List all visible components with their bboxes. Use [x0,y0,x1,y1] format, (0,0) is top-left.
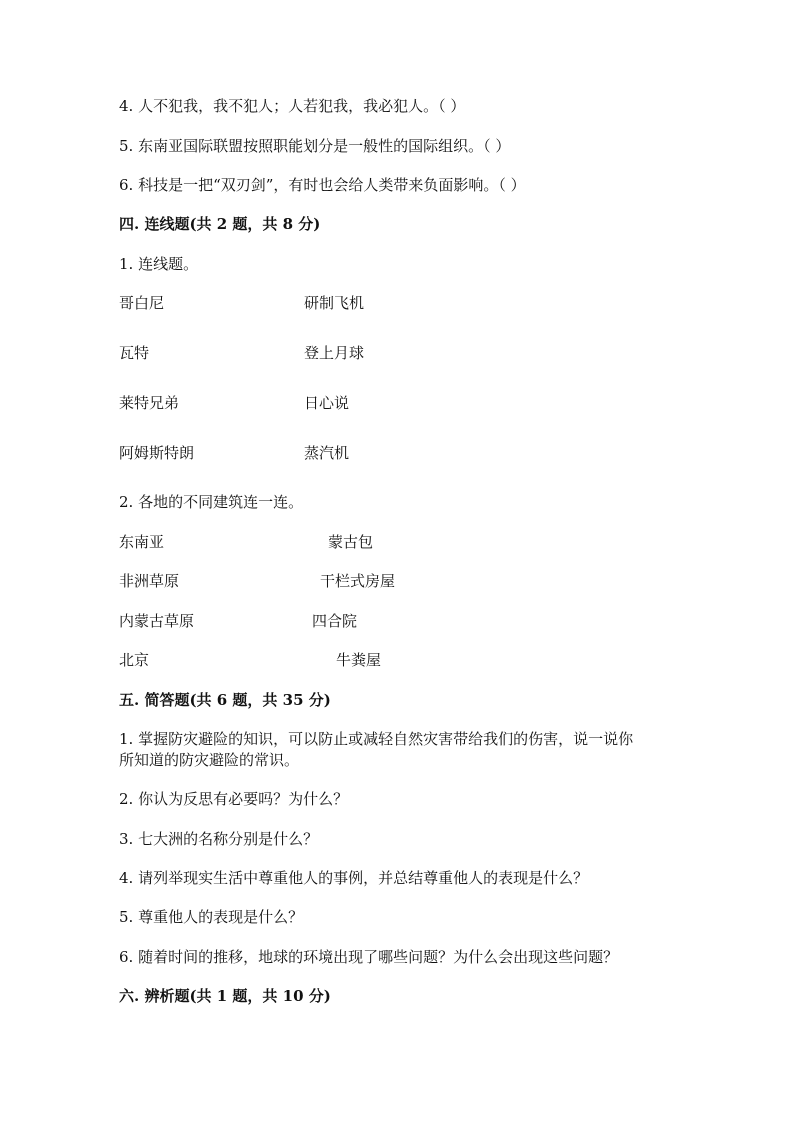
section5-q1-line1: 1. 掌握防灾避险的知识，可以防止或减轻自然灾害带给我们的伤害，说一说你 [119,730,634,748]
section5-q5: 5. 尊重他人的表现是什么？ [119,908,304,926]
match-left: 阿姆斯特朗 [119,444,195,462]
match-row [0,570,794,592]
match-row [0,610,794,632]
match-right: 牛粪屋 [336,651,382,669]
match-left: 瓦特 [119,344,150,362]
match-row [0,392,794,414]
match-left: 北京 [119,651,150,669]
match-row [0,649,794,671]
match-right: 蒙古包 [328,533,374,551]
match-right: 研制飞机 [304,294,365,312]
match-right: 登上月球 [304,344,365,362]
match-row [0,442,794,464]
tf-item-4: 4. 人不犯我，我不犯人；人若犯我，我必犯人。（ ） [119,97,466,115]
match-row [0,342,794,364]
section4-q2-title: 2. 各地的不同建筑连一连。 [119,493,304,511]
section5-q6: 6. 随着时间的推移，地球的环境出现了哪些问题？为什么会出现这些问题？ [119,948,619,966]
match-left: 哥白尼 [119,294,165,312]
match-right: 蒸汽机 [304,444,350,462]
section5-q4: 4. 请列举现实生活中尊重他人的事例，并总结尊重他人的表现是什么？ [119,869,589,887]
match-right: 日心说 [304,394,350,412]
section5-q1-line2: 所知道的防灾避险的常识。 [119,751,300,769]
match-right: 四合院 [312,612,358,630]
match-left: 莱特兄弟 [119,394,180,412]
section4-heading: 四. 连线题(共 2 题，共 8 分) [119,215,321,233]
match-left: 非洲草原 [119,572,180,590]
section5-q2: 2. 你认为反思有必要吗？为什么？ [119,790,349,808]
match-row [0,531,794,553]
section6-heading: 六. 辨析题(共 1 题，共 10 分) [119,987,331,1005]
match-left: 内蒙古草原 [119,612,195,630]
match-left: 东南亚 [119,533,165,551]
tf-item-6: 6. 科技是一把“双刃剑”，有时也会给人类带来负面影响。（ ） [119,176,526,194]
section5-heading: 五. 简答题(共 6 题，共 35 分) [119,691,331,709]
section5-q3: 3. 七大洲的名称分别是什么？ [119,830,319,848]
section4-q1-title: 1. 连线题。 [119,255,199,273]
match-row [0,292,794,314]
match-right: 干栏式房屋 [320,572,396,590]
tf-item-5: 5. 东南亚国际联盟按照职能划分是一般性的国际组织。（ ） [119,137,511,155]
